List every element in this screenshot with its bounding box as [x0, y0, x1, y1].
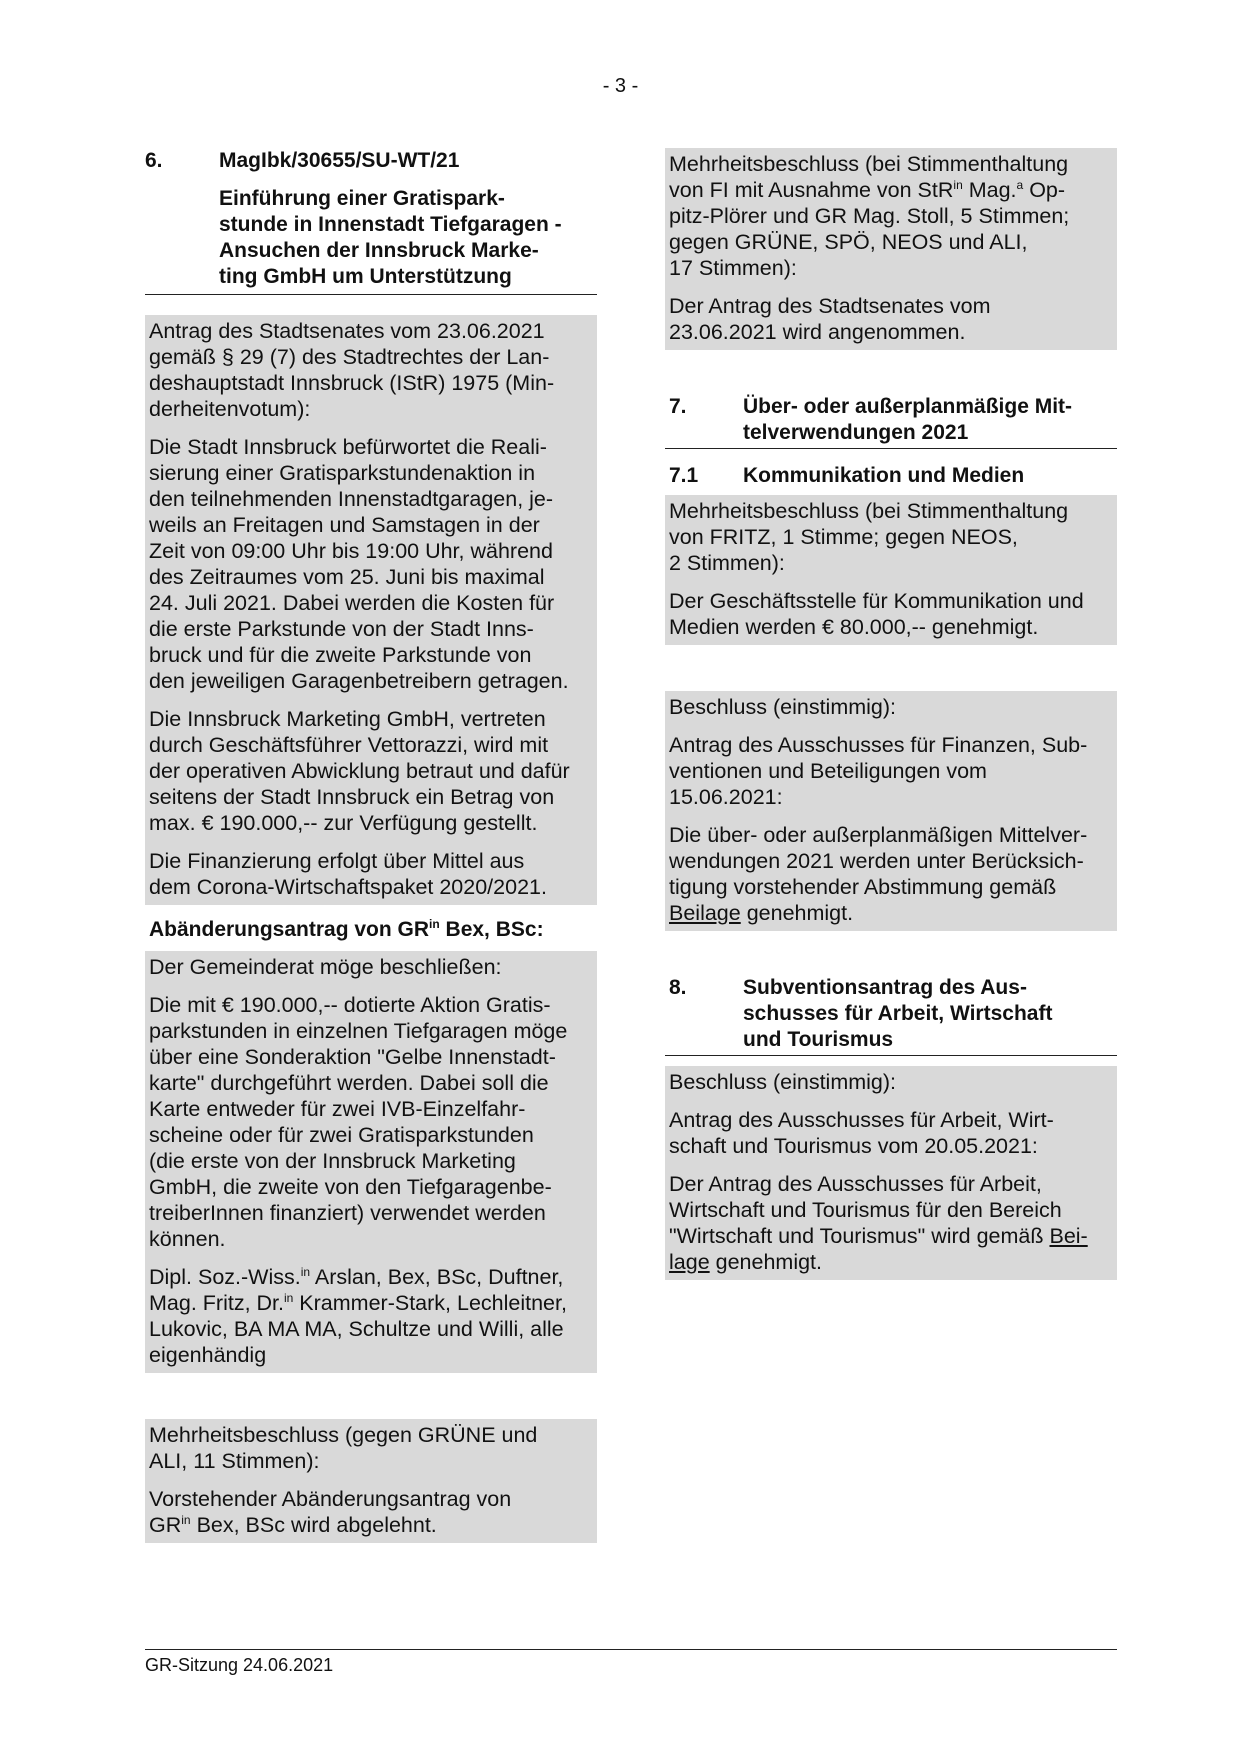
title-line: stunde in Innenstadt Tiefgaragen -: [219, 213, 562, 236]
antrag-block: [145, 315, 597, 905]
vote-decision: Der Antrag des Stadtsenates vom 23.06.2021 wird angenommen.: [669, 294, 991, 344]
item-6-heading: [145, 148, 597, 174]
left-column: [145, 148, 597, 1543]
amendment-body: Die mit € 190.000,-- dotierte Aktion Gratis- parkstunden in einzelnen Tiefgaragen möge über eine Sonderaktion "Gelbe Innenstadt- karte" durchgeführt werden. Dabei soll die Karte entweder für zwei IVB-Einzelfahr- scheine oder für zwei Gratisparkstunden (die erste von der Innsbruck Marketing GmbH, die zweite von den Tiefgaragenbe- treiberInnen finanziert) verwendet werden können.: [149, 993, 568, 1251]
vote-result: Mehrheitsbeschluss (bei Stimmenthaltung von FI mit Ausnahme von StR$^{in}$ Mag.$^a$ Op- pitz-Plörer und GR Mag. Stoll, 5 Stimmen; gegen GRÜNE, SPÖ, NEOS und ALI, 17 Stimmen):: [669, 152, 1070, 280]
title-line: und Tourismus: [743, 1028, 894, 1051]
footer-text: GR-Sitzung 24.06.2021: [145, 1655, 334, 1675]
item-number: 6.: [145, 149, 163, 172]
item-number: 8.: [669, 976, 687, 999]
beilage-link[interactable]: lage: [669, 1250, 710, 1274]
page-number: - 3 -: [602, 75, 639, 97]
item-8-vote-block: [665, 1066, 1117, 1280]
amendment-vote-block: [145, 1419, 597, 1543]
title-line: Ansuchen der Innsbruck Marke-: [219, 239, 539, 262]
beilage-link[interactable]: Beilage: [669, 901, 741, 925]
amendment-block: [145, 951, 597, 1373]
title-line: ting GmbH um Unterstützung: [219, 265, 512, 288]
item-number: 7.: [669, 395, 687, 418]
title-line: Über- oder außerplanmäßige Mit-: [743, 395, 1073, 418]
antrag-paragraph-2: Die Innsbruck Marketing GmbH, vertreten durch Geschäftsführer Vettorazzi, wird mit der operativen Abwicklung betraut und dafür seitens der Stadt Innsbruck ein Betrag von max. € 190.000,-- zur Verfügung gestellt.: [149, 707, 570, 835]
antrag-paragraph-3: Die Finanzierung erfolgt über Mittel aus dem Corona-Wirtschaftspaket 2020/2021.: [149, 849, 547, 899]
vote-decision: Vorstehender Abänderungsantrag von $GR^{in}$ Bex, BSc wird abgelehnt.: [149, 1487, 512, 1537]
footer-divider: [145, 1649, 1117, 1650]
item-8-heading: [665, 975, 1117, 1056]
vote-result: Beschluss (einstimmig):: [669, 695, 896, 719]
amendment-heading: Abänderungsantrag von $GR^{in}$ Bex, BSc:: [149, 917, 544, 941]
item-6-vote-block: [665, 148, 1117, 350]
item-7-vote-block: [665, 691, 1117, 931]
antrag-paragraph-1: Die Stadt Innsbruck befürwortet die Reali- sierung einer Gratisparkstundenaktion in den teilnehmenden Innenstadtgaragen, je- weils an Freitagen und Samstagen in der Zeit von 09:00 Uhr bis 19:00 Uhr, während des Zeitraumes vom 25. Juni bis maximal 24. Juli 2021. Dabei werden die Kosten für die erste Parkstunde von der Stadt Inns- bruck und für die zweite Parkstunde von den jeweiligen Garagenbetreibern getragen.: [149, 435, 569, 693]
item-7-1-title: Kommunikation und Medien: [743, 464, 1025, 487]
item-7-1-vote-block: [665, 495, 1117, 645]
title-line: telverwendungen 2021: [743, 421, 969, 444]
item-7-heading: [665, 394, 1117, 449]
vote-antrag: Antrag des Ausschusses für Finanzen, Sub- ventionen und Beteiligungen vom 15.06.2021:: [669, 733, 1088, 809]
title-line: schusses für Arbeit, Wirtschaft: [743, 1002, 1053, 1025]
beilage-link[interactable]: Bei-: [1049, 1224, 1088, 1248]
vote-result: Beschluss (einstimmig):: [669, 1070, 896, 1094]
amendment-signatories: Dipl. Soz.-Wiss.$^{in}$ Arslan, Bex, BSc, Duftner, Mag. Fritz, Dr.$^{in}$ Krammer-Stark, Lechleitner, Lukovic, BA MA MA, Schultze und Willi, alle eigenhändig: [149, 1264, 567, 1367]
vote-decision: Der Geschäftsstelle für Kommunikation und Medien werden € 80.000,-- genehmigt.: [669, 589, 1084, 639]
right-column: [665, 148, 1117, 1280]
vote-result: Mehrheitsbeschluss (gegen GRÜNE und ALI, 11 Stimmen):: [149, 1423, 538, 1473]
title-line: Einführung einer Gratispark-: [219, 187, 505, 210]
vote-decision: Der Antrag des Ausschusses für Arbeit, Wirtschaft und Tourismus für den Bereich "Wirtschaft und Tourismus" wird gemäß Bei- lage genehmigt.: [669, 1172, 1088, 1274]
antrag-intro: Antrag des Stadtsenates vom 23.06.2021 gemäß § 29 (7) des Stadtrechtes der Lan- deshauptstadt Innsbruck (IStR) 1975 (Min- derheitenvotum):: [149, 319, 555, 421]
item-7-1-heading: [665, 463, 1117, 495]
vote-decision: Die über- oder außerplanmäßigen Mittelver- wendungen 2021 werden unter Berücksich- tigung vorstehender Abstimmung gemäß Beilage genehmigt.: [669, 823, 1088, 925]
item-number: 7.1: [669, 464, 699, 487]
vote-antrag: Antrag des Ausschusses für Arbeit, Wirt- schaft und Tourismus vom 20.05.2021:: [669, 1108, 1054, 1158]
item-6-title: [145, 186, 597, 295]
amendment-intro: Der Gemeinderat möge beschließen:: [149, 955, 502, 979]
vote-result: Mehrheitsbeschluss (bei Stimmenthaltung von FRITZ, 1 Stimme; gegen NEOS, 2 Stimmen):: [669, 499, 1069, 575]
title-line: Subventionsantrag des Aus-: [743, 976, 1027, 999]
item-6-ref: MagIbk/30655/SU-WT/21: [219, 149, 460, 172]
